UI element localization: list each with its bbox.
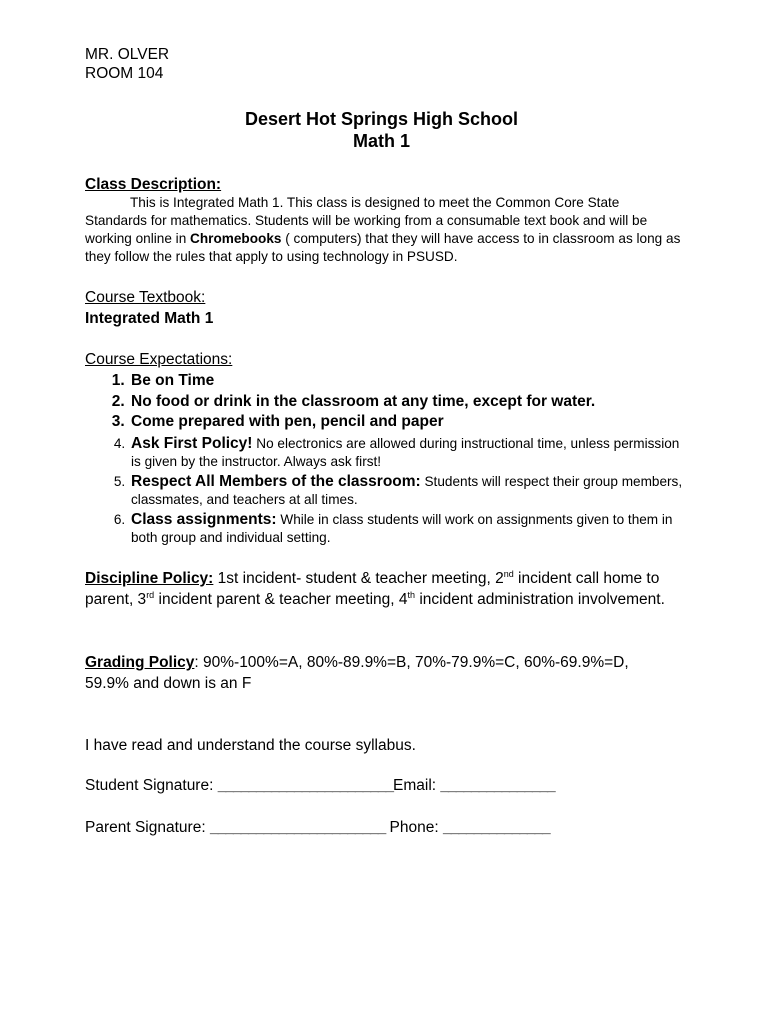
expectation-item <box>129 435 685 471</box>
acknowledgement-statement: I have read and understand the course syllabus. <box>85 737 416 754</box>
parent-signature-line <box>85 818 705 838</box>
class-description-section <box>85 176 685 266</box>
student-signature-field[interactable]: _______________________ <box>217 777 393 794</box>
expectation-lead: No food or drink in the classroom at any time, except for water. <box>131 392 596 410</box>
expectation-text: No electronics are allowed during instructional time, unless permission is given by the instructor. Always ask first! <box>131 435 680 469</box>
expectation-item <box>129 371 685 392</box>
discipline-text: 1st incident- student & teacher meeting, 2 <box>213 570 504 587</box>
expectation-item <box>129 473 685 509</box>
course-expectations-section <box>85 351 685 547</box>
expectation-item <box>129 511 685 547</box>
description-text-part-1: This is Integrated Math 1. This class is designed to meet the Common Core State Standards for mathematics. Students will be working from a consumable text book and will be working online in <box>85 195 648 246</box>
course-textbook-section <box>85 289 685 328</box>
discipline-text: incident call home to parent, 3 <box>85 570 660 608</box>
expectation-item <box>129 412 685 433</box>
chromebooks-term: Chromebooks <box>190 231 282 246</box>
ordinal-suffix: rd <box>146 589 155 600</box>
expectation-item <box>129 392 685 413</box>
phone-field[interactable]: ______________ <box>442 819 550 836</box>
school-name: Desert Hot Springs High School <box>244 109 519 129</box>
grading-scale: : 90%-100%=A, 80%-89.9%=B, 70%-79.9%=C, 60%-69.9%=D, 59.9% and down is an F <box>85 654 629 692</box>
course-expectations-heading: Course Expectations: <box>85 351 233 368</box>
expectation-lead: Ask First Policy! <box>131 434 253 452</box>
description-text-part-2: ( computers) that they will have access to in classroom as long as they follow the rules that apply to using technology in PSUSD. <box>85 231 681 264</box>
grading-policy <box>85 652 645 694</box>
ordinal-suffix: nd <box>503 568 514 579</box>
course-name: Math 1 <box>352 131 410 151</box>
parent-signature-label: Parent Signature: <box>85 819 210 836</box>
expectation-lead: Respect All Members of the classroom: <box>131 472 421 490</box>
phone-label: Phone: <box>385 819 443 836</box>
discipline-policy-heading: Discipline Policy: <box>85 570 214 587</box>
discipline-text: incident administration involvement. <box>415 591 665 608</box>
teacher-name: MR. OLVER <box>85 46 170 63</box>
ordinal-suffix: th <box>407 589 416 600</box>
email-label: Email: <box>393 777 441 794</box>
class-description-heading: Class Description: <box>85 176 222 193</box>
course-textbook-heading: Course Textbook: <box>85 289 206 306</box>
room-number: ROOM 104 <box>85 65 164 82</box>
student-signature-line <box>85 776 705 796</box>
teacher-header <box>85 45 169 83</box>
expectation-lead: Class assignments: <box>131 510 277 528</box>
discipline-policy <box>85 568 685 610</box>
expectation-lead: Come prepared with pen, pencil and paper <box>131 413 444 430</box>
discipline-text: incident parent & teacher meeting, 4 <box>154 591 408 608</box>
expectation-text: While in class students will work on assignments given to them in both group and individual setting. <box>131 511 673 545</box>
expectation-text: Students will respect their group members, classmates, and teachers at all times. <box>131 473 683 507</box>
document-title <box>0 108 763 152</box>
class-description-text <box>85 194 685 266</box>
course-textbook-title: Integrated Math 1 <box>85 310 214 327</box>
student-signature-label: Student Signature: <box>85 777 218 794</box>
email-field[interactable]: _______________ <box>440 777 555 794</box>
grading-policy-heading: Grading Policy <box>85 654 195 671</box>
expectations-list <box>85 371 685 547</box>
expectation-lead: Be on Time <box>131 372 215 389</box>
parent-signature-field[interactable]: _______________________ <box>209 819 386 836</box>
